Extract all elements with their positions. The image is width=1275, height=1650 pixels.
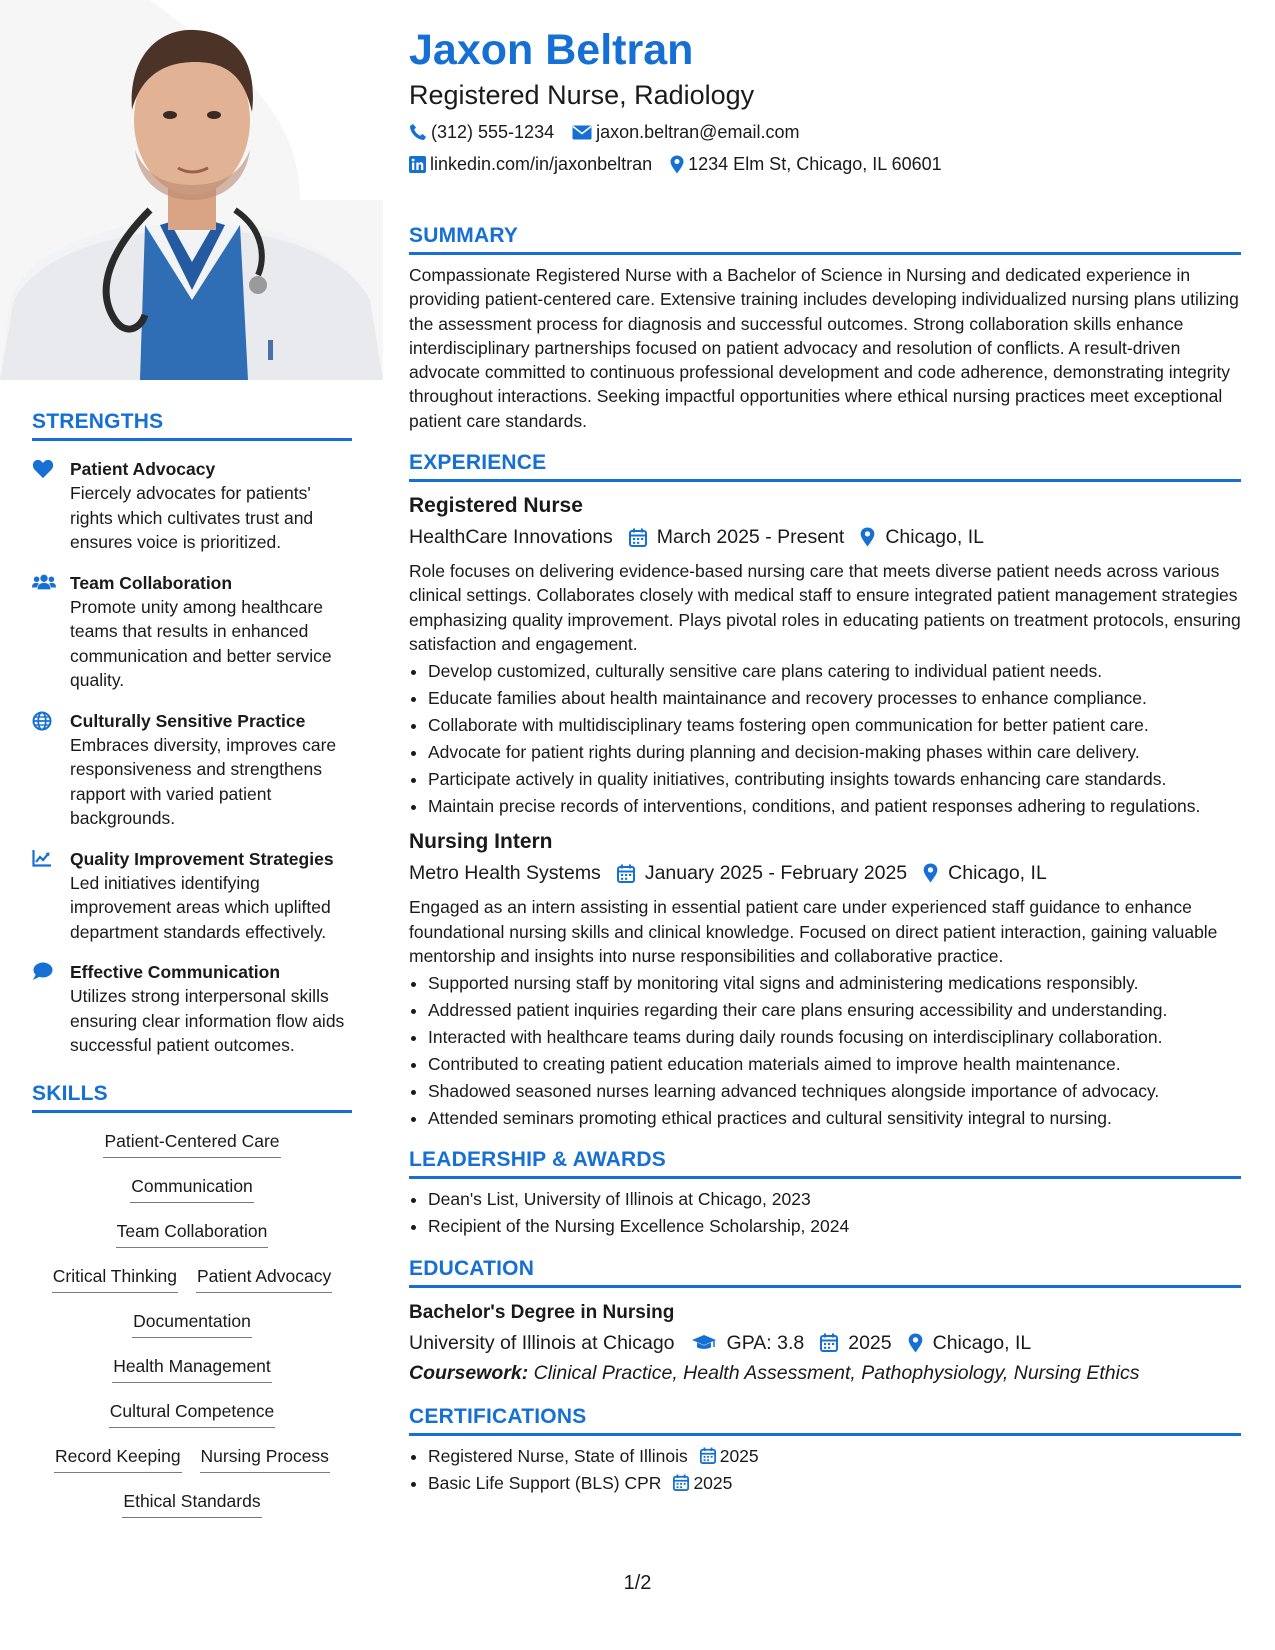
strength-item: [32, 457, 352, 555]
location-pin-icon: [860, 527, 875, 547]
graduation-year: 2025: [848, 1331, 892, 1354]
contact-line: [409, 152, 1241, 176]
education-section: [409, 1257, 1241, 1387]
address-contact: [670, 152, 942, 176]
strength-title: Team Collaboration: [70, 572, 233, 593]
job-entry: [409, 492, 1241, 818]
award-item: • Recipient of the Nursing Excellence Scholarship, 2024: [428, 1214, 1241, 1239]
job-dates: January 2025 - February 2025: [644, 862, 908, 885]
school-location: Chicago, IL: [932, 1331, 1032, 1354]
calendar-icon: [673, 1474, 689, 1491]
experience-heading: EXPERIENCE: [409, 451, 1241, 482]
location-pin-icon: [670, 155, 684, 174]
strength-title: Quality Improvement Strategies: [70, 848, 334, 869]
job-title: Nursing Intern: [409, 830, 553, 854]
education-heading: EDUCATION: [409, 1257, 1241, 1288]
job-meta: [409, 523, 1241, 551]
skill-tag: Documentation: [132, 1309, 252, 1338]
job-title: Registered Nurse: [409, 494, 583, 518]
users-icon: [32, 571, 70, 693]
email-text: jaxon.beltran@email.com: [596, 122, 800, 142]
coursework-label: Coursework:: [409, 1361, 529, 1384]
strength-item: [32, 960, 352, 1058]
strength-item: [32, 571, 352, 693]
job-bullet: • Maintain precise records of interventions, conditions, and patient responses adhering to regulations.: [428, 794, 1241, 819]
calendar-icon: [629, 528, 647, 547]
skill-tag: Ethical Standards: [122, 1489, 261, 1518]
strength-item: [32, 709, 352, 831]
certification-name: • Basic Life Support (BLS) CPR: [428, 1472, 662, 1493]
awards-heading: LEADERSHIP & AWARDS: [409, 1148, 1241, 1179]
job-bullet: • Attended seminars promoting ethical practices and cultural sensitivity integral to nursing.: [428, 1106, 1241, 1131]
job-description: Engaged as an intern assisting in essential patient care under experienced staff guidance to enhance foundational nursing skills and clinical knowledge. Focused on direct patient interaction, gaining valuable mentorship and insights into nurse responsibilities and collaborative practice.: [409, 897, 1218, 966]
school-name: University of Illinois at Chicago: [409, 1331, 675, 1354]
linkedin-icon: [409, 156, 426, 173]
company-name: Metro Health Systems: [409, 862, 601, 885]
graduation-cap-icon: [691, 1334, 717, 1352]
left-column: [32, 410, 352, 1534]
calendar-icon: [820, 1333, 838, 1352]
strength-title: Effective Communication: [70, 962, 281, 982]
job-meta: [409, 859, 1241, 887]
speech-bubble-icon: [32, 960, 70, 1058]
heart-icon: [32, 457, 70, 555]
job-bullet: • Educate families about health maintainance and recovery processes to enhance compliance.: [428, 686, 1241, 711]
chart-line-icon: [32, 847, 70, 945]
candidate-role: Registered Nurse, Radiology: [409, 80, 755, 110]
coursework-text: Clinical Practice, Health Assessment, Pathophysiology, Nursing Ethics: [533, 1361, 1140, 1384]
certification-item: [428, 1444, 1241, 1469]
certification-year: 2025: [719, 1445, 759, 1466]
experience-section: [409, 451, 1241, 1130]
job-location: Chicago, IL: [948, 862, 1047, 885]
calendar-icon: [617, 864, 635, 883]
strength-desc: Utilizes strong interpersonal skills ensuring clear information flow aids successful patient outcomes.: [70, 986, 345, 1055]
skill-tag: Cultural Competence: [109, 1399, 275, 1428]
awards-list: [409, 1187, 1241, 1239]
strength-desc: Led initiatives identifying improvement areas which uplifted department standards effectively.: [70, 872, 331, 942]
summary-text: Compassionate Registered Nurse with a Bachelor of Science in Nursing and dedicated experience in providing patient-centered care. Extensive training includes developing individualized nursing plans utilizing the assessment process for diagnosis and successful outcomes. Strong collaboration skills enhance interdisciplinary partnerships focused on patient advocacy and resolution of conflicts. A result-driven advocate committed to continuous professional development and code adherence, demonstrating integrity throughout interactions. Seeking impactful opportunities where ethical nursing practices meet exceptional patient care standards.: [409, 265, 1239, 431]
location-pin-icon: [908, 1333, 923, 1353]
job-bullet: • Addressed patient inquiries regarding their care plans ensuring accessibility and understanding.: [428, 998, 1241, 1023]
job-bullet: • Supported nursing staff by monitoring vital signs and administering medications responsibly.: [428, 971, 1241, 996]
phone-icon: [409, 123, 427, 141]
contact-line: [409, 120, 1241, 144]
summary-heading: SUMMARY: [409, 224, 1241, 255]
linkedin-text: linkedin.com/in/jaxonbeltran: [430, 154, 653, 174]
job-bullet: • Develop customized, culturally sensitive care plans catering to individual patient needs.: [428, 659, 1241, 684]
strength-title: Patient Advocacy: [70, 459, 216, 479]
email-contact[interactable]: [572, 120, 799, 144]
job-bullet: • Interacted with healthcare teams during daily rounds focusing on interdisciplinary collaboration.: [428, 1025, 1241, 1050]
strength-desc: Embraces diversity, improves care responsiveness and strengthens rapport with varied patient backgrounds.: [70, 734, 337, 828]
certification-name: • Registered Nurse, State of Illinois: [428, 1445, 688, 1466]
globe-icon: [32, 709, 70, 831]
skill-tag: Critical Thinking: [52, 1264, 178, 1293]
coursework-line: [409, 1359, 1241, 1387]
strengths-heading: STRENGTHS: [32, 410, 352, 441]
certifications-section: [409, 1405, 1241, 1496]
skill-tag: Team Collaboration: [116, 1219, 269, 1248]
skill-tag: Nursing Process: [200, 1444, 330, 1473]
job-description: Role focuses on delivering evidence-based nursing care that meets diverse patient needs across various clinical settings. Collaborates closely with medical staff to ensure integrated patient management strategies emphasizing quality improvement. Plays pivotal roles in educating patients on treatment protocols, ensuring satisfaction and engagement.: [409, 561, 1241, 654]
education-meta: [409, 1329, 1241, 1357]
skill-tag: Patient-Centered Care: [103, 1129, 280, 1158]
awards-section: [409, 1148, 1241, 1239]
skills-list: [32, 1129, 352, 1534]
certifications-heading: CERTIFICATIONS: [409, 1405, 1241, 1436]
phone-contact[interactable]: [409, 120, 554, 144]
strength-title: Culturally Sensitive Practice: [70, 710, 306, 731]
job-bullets: [409, 659, 1241, 819]
page-number: 1/2: [623, 1572, 652, 1594]
job-bullet: • Contributed to creating patient education materials aimed to improve health maintenance.: [428, 1052, 1241, 1077]
calendar-icon: [700, 1447, 716, 1464]
certification-item: [428, 1471, 1241, 1496]
right-column: [409, 24, 1241, 1495]
job-bullet: • Advocate for patient rights during planning and decision-making phases within care delivery.: [428, 740, 1241, 765]
skill-tag: Communication: [130, 1174, 254, 1203]
candidate-name: Jaxon Beltran: [409, 26, 694, 74]
strength-desc: Promote unity among healthcare teams that results in enhanced communication and better service quality.: [70, 596, 332, 690]
award-item: • Dean's List, University of Illinois at Chicago, 2023: [428, 1187, 1241, 1212]
strength-item: [32, 847, 352, 945]
phone-text: (312) 555-1234: [431, 122, 555, 142]
degree-name: Bachelor's Degree in Nursing: [409, 1301, 675, 1323]
certifications-list: [409, 1444, 1241, 1496]
gpa-text: GPA: 3.8: [726, 1331, 805, 1354]
location-pin-icon: [923, 863, 938, 883]
skill-tag: Patient Advocacy: [196, 1264, 332, 1293]
skill-tag: Record Keeping: [54, 1444, 182, 1473]
job-dates: March 2025 - Present: [656, 526, 845, 549]
job-bullets: [409, 971, 1241, 1131]
job-bullet: • Collaborate with multidisciplinary teams fostering open communication for better patient care.: [428, 713, 1241, 738]
profile-photo: [0, 0, 383, 380]
strength-desc: Fiercely advocates for patients' rights which cultivates trust and ensures voice is prioritized.: [70, 483, 314, 552]
company-name: HealthCare Innovations: [409, 526, 613, 549]
job-entry: [409, 828, 1241, 1130]
job-bullet: • Participate actively in quality initiatives, contributing insights towards enhancing care standards.: [428, 767, 1241, 792]
address-text: 1234 Elm St, Chicago, IL 60601: [688, 154, 942, 174]
certification-year: 2025: [693, 1472, 733, 1493]
job-location: Chicago, IL: [885, 526, 984, 549]
job-bullet: • Shadowed seasoned nurses learning advanced techniques alongside importance of advocacy.: [428, 1079, 1241, 1104]
envelope-icon: [572, 125, 592, 140]
linkedin-contact[interactable]: [409, 152, 652, 176]
skills-heading: SKILLS: [32, 1082, 352, 1113]
skill-tag: Health Management: [112, 1354, 272, 1383]
